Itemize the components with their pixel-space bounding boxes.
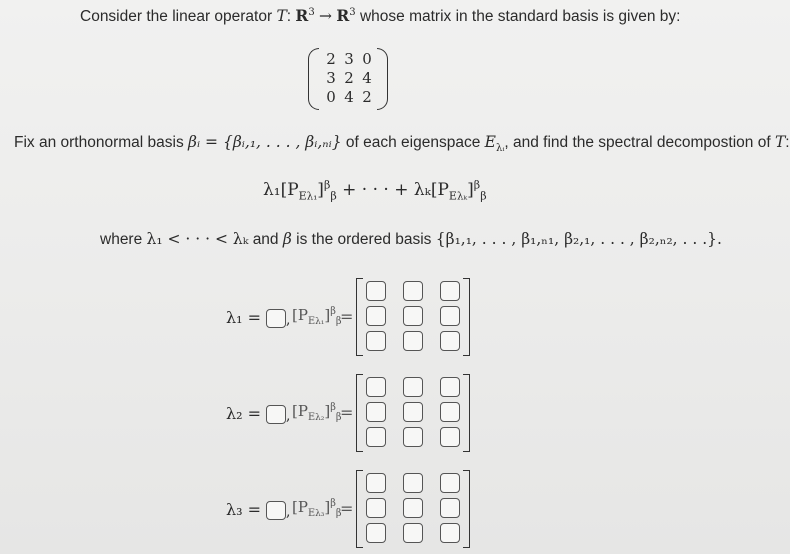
right-paren [377, 48, 388, 110]
matrix-entry: 4 [362, 69, 372, 87]
matrix-entries [322, 50, 376, 107]
operator-symbol: T [276, 7, 287, 25]
matrix-entry: 3 [344, 50, 354, 68]
codomain-exponent: 3 [349, 6, 356, 18]
matrix-cell-input[interactable] [366, 377, 386, 397]
proj-sup: β [330, 402, 336, 413]
matrix-cell-input[interactable] [366, 402, 386, 422]
matrix-cell-input[interactable] [403, 306, 423, 326]
proj-subsub: λ₂ [315, 413, 325, 423]
domain-exponent: 3 [308, 6, 315, 18]
equals-sign: = [340, 307, 354, 326]
intro-text: Consider the linear operator [80, 8, 273, 25]
formula-sub: E [298, 189, 307, 203]
matrix-cell-input[interactable] [403, 498, 423, 518]
colon: : [286, 8, 292, 25]
spectral-formula [263, 178, 487, 203]
matrix-cell-input[interactable] [440, 377, 460, 397]
eigenvalue-input[interactable] [266, 405, 286, 424]
matrix-entry: 2 [344, 69, 354, 87]
formula-sup: β [323, 178, 331, 192]
projection-matrix-input [356, 470, 470, 548]
eigenspace-symbol: E [484, 133, 496, 151]
matrix-cell-input[interactable] [440, 306, 460, 326]
end-text: , and find the spectral decompostion of [504, 134, 771, 151]
right-bracket [463, 470, 470, 548]
formula-bracket: ] [317, 180, 324, 200]
matrix-cell-input[interactable] [366, 473, 386, 493]
matrix-cell-input[interactable] [403, 402, 423, 422]
equals-sign: = [247, 500, 262, 519]
matrix-cell-input[interactable] [403, 523, 423, 543]
matrix-cell-input[interactable] [366, 331, 386, 351]
matrix-entry: 2 [326, 50, 336, 68]
matrix-entry: 0 [362, 50, 372, 68]
matrix-entry: 2 [362, 88, 372, 106]
beta-symbol: β [282, 230, 292, 248]
projection-label [292, 306, 342, 327]
lambda-symbol: λ₂ [226, 404, 243, 423]
left-bracket [356, 470, 363, 548]
domain-space: R [295, 6, 309, 25]
proj-sub-beta: β [335, 412, 342, 423]
formula-sub-beta: β [480, 189, 487, 203]
lambda-symbol: λ₁ [226, 308, 243, 327]
proj-close: ] [324, 402, 331, 420]
formula-subsub: λₖ [456, 191, 468, 203]
projection-matrix-input [356, 278, 470, 356]
eigenvalue-label [226, 308, 261, 327]
proj-open: [P [292, 402, 308, 420]
comma: , [286, 504, 291, 520]
matrix-cell-input[interactable] [440, 281, 460, 301]
problem-statement-line2 [14, 133, 790, 155]
right-bracket [463, 374, 470, 452]
matrix-entry: 0 [326, 88, 336, 106]
matrix-cell-input[interactable] [366, 523, 386, 543]
formula-sub-beta: β [330, 189, 337, 203]
matrix-cell-input[interactable] [440, 331, 460, 351]
proj-sub-beta: β [335, 508, 342, 519]
matrix-cell-input[interactable] [403, 427, 423, 447]
matrix-cell-input[interactable] [440, 427, 460, 447]
comma: , [286, 312, 291, 328]
proj-sub-beta: β [335, 316, 342, 327]
proj-subsub: λ₃ [315, 509, 325, 519]
matrix-cell-input[interactable] [403, 377, 423, 397]
eigenvalue-label [226, 404, 261, 423]
proj-subsub: λ₁ [315, 317, 325, 327]
proj-sup: β [330, 498, 336, 509]
mid-text: of each eigenspace [345, 134, 481, 151]
matrix-entry: 3 [326, 69, 336, 87]
end-colon: : [785, 134, 790, 151]
projection-label [292, 402, 342, 423]
eigen-row-1 [226, 278, 486, 358]
matrix-entry: 4 [344, 88, 354, 106]
projection-label [292, 498, 342, 519]
operator-symbol: T [774, 133, 786, 151]
projection-matrix-input [356, 374, 470, 452]
proj-sub: E [307, 412, 316, 423]
problem-statement-line1 [80, 6, 680, 26]
left-bracket [356, 278, 363, 356]
formula-sub: E [448, 189, 457, 203]
matrix-cell-input[interactable] [403, 281, 423, 301]
and-text: and [252, 231, 279, 248]
equals-sign: = [340, 403, 354, 422]
matrix-cell-input[interactable] [440, 498, 460, 518]
codomain-space: R [336, 6, 350, 25]
proj-close: ] [324, 498, 331, 516]
matrix-cell-input[interactable] [366, 306, 386, 326]
matrix-cell-input[interactable] [366, 281, 386, 301]
problem-statement-line4 [100, 230, 722, 249]
matrix-cell-input[interactable] [403, 331, 423, 351]
eigen-row-3 [226, 470, 486, 550]
formula-sup: β [473, 178, 481, 192]
proj-sub: E [307, 316, 316, 327]
where-text: where [100, 231, 143, 248]
equals-sign: = [340, 499, 354, 518]
is-text: is the ordered basis [296, 231, 432, 248]
eigenvalue-input[interactable] [266, 309, 286, 328]
eigenspace-subscript: λᵢ [495, 143, 505, 155]
lambda-symbol: λ₃ [226, 500, 243, 519]
equals-sign: = [247, 404, 262, 423]
matrix-cell-input[interactable] [440, 473, 460, 493]
matrix-cell-input[interactable] [366, 498, 386, 518]
eigenvalue-label [226, 500, 261, 519]
proj-open: [P [292, 306, 308, 324]
matrix-cell-input[interactable] [440, 523, 460, 543]
outro-text: whose matrix in the standard basis is given by: [359, 8, 681, 25]
proj-sub: E [307, 508, 316, 519]
proj-sup: β [330, 306, 336, 317]
arrow-icon: → [319, 7, 333, 25]
matrix-cell-input[interactable] [440, 402, 460, 422]
left-bracket [356, 374, 363, 452]
standard-matrix [308, 48, 388, 110]
eigenvalue-input[interactable] [266, 501, 286, 520]
proj-open: [P [292, 498, 308, 516]
equals-sign: = [247, 308, 262, 327]
formula-plus: + · · · + λₖ[P [336, 180, 449, 200]
left-paren [308, 48, 319, 110]
proj-close: ] [324, 306, 331, 324]
fix-text: Fix an orthonormal basis [14, 134, 184, 151]
comma: , [286, 408, 291, 424]
eigenvalue-order: λ₁ < · · · < λₖ [146, 230, 249, 248]
basis-definition: βᵢ = {βᵢ,₁, . . . , βᵢ,ₙᵢ} [188, 133, 342, 151]
right-bracket [463, 278, 470, 356]
eigen-row-2 [226, 374, 486, 454]
matrix-cell-input[interactable] [366, 427, 386, 447]
formula-bracket: ] [467, 180, 474, 200]
formula-part: λ₁[P [263, 180, 299, 200]
matrix-cell-input[interactable] [403, 473, 423, 493]
formula-subsub: λ₁ [306, 191, 318, 203]
ordered-basis: {β₁,₁, . . . , β₁,ₙ₁, β₂,₁, . . . , β₂,ₙ₂, . . .}. [435, 230, 722, 248]
